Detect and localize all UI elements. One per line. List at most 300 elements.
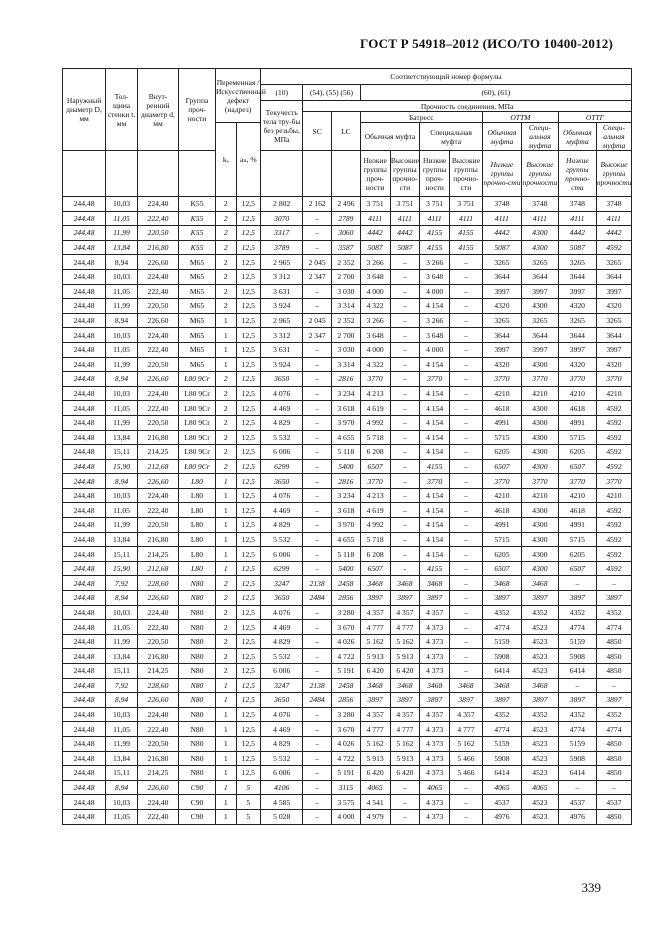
table-cell: 4 373 xyxy=(420,766,450,781)
table-cell: 3060 xyxy=(332,226,361,241)
table-cell: 3997 xyxy=(596,342,631,357)
table-cell: 4 777 xyxy=(360,722,390,737)
table-row xyxy=(63,211,632,226)
table-cell: 4523 xyxy=(521,736,558,751)
table-cell: 3468 xyxy=(390,576,420,591)
table-cell: 12,5 xyxy=(236,532,261,547)
table-cell: – xyxy=(303,211,332,226)
table-cell: 4 469 xyxy=(261,503,303,518)
table-cell: 4 154 xyxy=(420,401,450,416)
table-cell: – xyxy=(390,459,420,474)
table-cell: 1 xyxy=(215,707,236,722)
table-cell: 4 373 xyxy=(420,751,450,766)
table-cell: 2816 xyxy=(332,372,361,387)
table-cell: 214,25 xyxy=(137,547,178,562)
table-cell: 4618 xyxy=(482,503,521,518)
table-cell: 4 357 xyxy=(360,605,390,620)
table-cell: 244,48 xyxy=(63,664,106,679)
table-cell: 4 777 xyxy=(390,722,420,737)
table-row xyxy=(63,503,632,518)
table-cell: 12,5 xyxy=(236,401,261,416)
table-cell: L80 9Cr xyxy=(179,415,216,430)
table-cell: 4774 xyxy=(596,620,631,635)
table-cell: 4065 xyxy=(521,780,558,795)
table-cell: 13,84 xyxy=(106,240,138,255)
table-cell: 3265 xyxy=(521,313,558,328)
table-cell: 4210 xyxy=(521,488,558,503)
table-cell: 5087 xyxy=(390,240,420,255)
table-cell: 3468 xyxy=(420,576,450,591)
table-cell: 3997 xyxy=(521,342,558,357)
table-cell: 4976 xyxy=(558,809,596,824)
strength-table xyxy=(62,68,632,825)
table-cell: L80 9Cr xyxy=(179,430,216,445)
table-cell: 244,48 xyxy=(63,620,106,635)
table-cell: 12,5 xyxy=(236,488,261,503)
table-cell: 4210 xyxy=(596,386,631,401)
table-cell: 220,50 xyxy=(137,518,178,533)
table-cell: 220,50 xyxy=(137,357,178,372)
table-cell: 5715 xyxy=(482,430,521,445)
table-row xyxy=(63,620,632,635)
table-cell: 4523 xyxy=(521,766,558,781)
table-cell: 244,48 xyxy=(63,751,106,766)
table-row xyxy=(63,445,632,460)
table-cell: N80 xyxy=(179,707,216,722)
table-cell: 12,5 xyxy=(236,634,261,649)
table-cell: 4320 xyxy=(596,357,631,372)
table-cell: 4850 xyxy=(596,736,631,751)
col-sc: SC xyxy=(303,112,332,151)
table-row xyxy=(63,751,632,766)
table-cell: M65 xyxy=(179,313,216,328)
table-cell: – xyxy=(450,372,483,387)
table-cell: – xyxy=(303,459,332,474)
table-cell: 5400 xyxy=(332,561,361,576)
table-cell: C90 xyxy=(179,795,216,810)
table-cell: 6 006 xyxy=(261,664,303,679)
table-cell: 12,5 xyxy=(236,313,261,328)
table-cell: 3789 xyxy=(261,240,303,255)
table-cell: 244,48 xyxy=(63,576,106,591)
table-cell: 3 280 xyxy=(332,707,361,722)
table-cell: 244,48 xyxy=(63,401,106,416)
table-cell: 4300 xyxy=(521,547,558,562)
table-cell: – xyxy=(450,561,483,576)
table-cell: 3 575 xyxy=(332,795,361,810)
table-cell: 4155 xyxy=(450,240,483,255)
table-cell: 1 xyxy=(215,693,236,708)
col-ottg-regular: Обычная муфта xyxy=(558,123,596,151)
table-cell: 7,92 xyxy=(106,576,138,591)
table-cell: 11,99 xyxy=(106,357,138,372)
table-cell: 7,92 xyxy=(106,678,138,693)
table-cell: 4111 xyxy=(521,211,558,226)
table-row xyxy=(63,459,632,474)
table-cell: 2 xyxy=(215,269,236,284)
table-cell: 2 965 xyxy=(261,255,303,270)
table-cell: 3247 xyxy=(261,576,303,591)
table-cell: 4442 xyxy=(390,226,420,241)
table-cell: 4 655 xyxy=(332,532,361,547)
table-cell: 244,48 xyxy=(63,693,106,708)
table-cell: 4 000 xyxy=(332,809,361,824)
table-cell: – xyxy=(450,780,483,795)
col-formula-54: (54), (55) (56) xyxy=(303,85,361,101)
table-row xyxy=(63,372,632,387)
table-row xyxy=(63,678,632,693)
table-cell: 3247 xyxy=(261,678,303,693)
table-cell: 2 xyxy=(215,430,236,445)
table-cell: 4300 xyxy=(521,299,558,314)
table-cell: 6507 xyxy=(482,561,521,576)
table-cell: 2 xyxy=(215,576,236,591)
table-cell: – xyxy=(303,736,332,751)
table-cell: 3 312 xyxy=(261,328,303,343)
table-cell: 4 373 xyxy=(420,634,450,649)
table-cell: 15,11 xyxy=(106,664,138,679)
table-cell: – xyxy=(303,357,332,372)
table-cell: 4 469 xyxy=(261,722,303,737)
table-cell: 1 xyxy=(215,342,236,357)
table-cell: 2 xyxy=(215,415,236,430)
table-cell: 4111 xyxy=(482,211,521,226)
table-cell: 6 420 xyxy=(360,766,390,781)
table-cell: 11,05 xyxy=(106,503,138,518)
table-cell: 2 700 xyxy=(332,269,361,284)
table-cell: 4106 xyxy=(261,780,303,795)
table-cell: – xyxy=(390,780,420,795)
table-cell: 222,40 xyxy=(137,722,178,737)
table-cell: N80 xyxy=(179,766,216,781)
table-cell: 4320 xyxy=(482,299,521,314)
table-cell: 3650 xyxy=(261,591,303,606)
table-cell: 5 718 xyxy=(360,430,390,445)
table-cell: 2 700 xyxy=(332,328,361,343)
table-cell: – xyxy=(450,445,483,460)
table-cell: 1 xyxy=(215,313,236,328)
table-cell: 3 648 xyxy=(420,328,450,343)
table-cell: 4300 xyxy=(521,459,558,474)
table-cell: 244,48 xyxy=(63,415,106,430)
table-cell: 3748 xyxy=(596,197,631,212)
table-cell: 6414 xyxy=(482,664,521,679)
table-cell: 3468 xyxy=(420,678,450,693)
table-cell: 3 751 xyxy=(450,197,483,212)
table-cell: 2 xyxy=(215,240,236,255)
table-cell: 4300 xyxy=(521,503,558,518)
table-cell: 4300 xyxy=(521,445,558,460)
table-cell: – xyxy=(450,809,483,824)
table-cell: 12,5 xyxy=(236,620,261,635)
table-cell: 6414 xyxy=(558,766,596,781)
table-cell: 3 234 xyxy=(332,386,361,401)
table-cell: 4592 xyxy=(596,401,631,416)
table-cell: 5 xyxy=(236,780,261,795)
table-cell: 2 xyxy=(215,211,236,226)
table-cell: 1 xyxy=(215,809,236,824)
table-cell: 4 777 xyxy=(360,620,390,635)
table-cell: 244,48 xyxy=(63,313,106,328)
table-cell: – xyxy=(303,240,332,255)
table-cell: 244,48 xyxy=(63,795,106,810)
table-cell: 8,94 xyxy=(106,474,138,489)
table-cell: 4618 xyxy=(482,401,521,416)
col-regular-coupling: Обычная муфта xyxy=(360,123,420,151)
table-cell: 12,5 xyxy=(236,269,261,284)
table-cell: 12,5 xyxy=(236,357,261,372)
table-cell: 3897 xyxy=(521,591,558,606)
table-cell: 6 006 xyxy=(261,547,303,562)
table-cell: 13,84 xyxy=(106,532,138,547)
table-cell: 12,5 xyxy=(236,649,261,664)
table-cell: 5 913 xyxy=(390,649,420,664)
table-cell: 244,48 xyxy=(63,299,106,314)
table-cell: 5 118 xyxy=(332,547,361,562)
table-cell: 12,5 xyxy=(236,445,261,460)
table-cell: 3644 xyxy=(521,328,558,343)
table-cell: 6414 xyxy=(482,766,521,781)
table-cell: 4 357 xyxy=(390,605,420,620)
col-an: aₙ, % xyxy=(236,123,261,197)
table-cell: 4 619 xyxy=(360,401,390,416)
table-cell: 5 162 xyxy=(390,634,420,649)
table-cell: 12,5 xyxy=(236,591,261,606)
table-cell: 4 322 xyxy=(360,299,390,314)
table-cell: 244,48 xyxy=(63,357,106,372)
table-cell: 12,5 xyxy=(236,240,261,255)
table-cell: 4 154 xyxy=(420,299,450,314)
table-cell: 13,84 xyxy=(106,649,138,664)
table-cell: – xyxy=(390,503,420,518)
table-cell: 4 979 xyxy=(360,809,390,824)
table-cell: L80 xyxy=(179,503,216,518)
table-cell: 5908 xyxy=(482,751,521,766)
table-cell: 224,40 xyxy=(137,269,178,284)
table-cell: – xyxy=(450,474,483,489)
table-cell: 224,40 xyxy=(137,795,178,810)
table-cell: 8,94 xyxy=(106,372,138,387)
table-cell: 3644 xyxy=(596,269,631,284)
table-cell: 12,5 xyxy=(236,255,261,270)
table-cell: 2484 xyxy=(303,591,332,606)
table-cell: L80 xyxy=(179,488,216,503)
table-cell: 6 420 xyxy=(360,664,390,679)
table-cell: 3468 xyxy=(360,576,390,591)
table-cell: 4592 xyxy=(596,532,631,547)
table-cell: 4 154 xyxy=(420,415,450,430)
table-cell: 4523 xyxy=(521,809,558,824)
table-cell: 244,48 xyxy=(63,226,106,241)
table-cell: 11,99 xyxy=(106,736,138,751)
table-cell: 12,5 xyxy=(236,605,261,620)
table-cell: 226,60 xyxy=(137,693,178,708)
table-cell: L80 9Cr xyxy=(179,386,216,401)
table-cell: 15,11 xyxy=(106,547,138,562)
table-cell: 4 829 xyxy=(261,736,303,751)
table-cell: 4 469 xyxy=(261,401,303,416)
table-cell: 4 373 xyxy=(420,664,450,679)
table-cell: 4352 xyxy=(521,707,558,722)
table-cell: 2458 xyxy=(332,576,361,591)
table-cell: 224,40 xyxy=(137,197,178,212)
table-cell: L80 xyxy=(179,561,216,576)
table-cell: M65 xyxy=(179,357,216,372)
table-row xyxy=(63,605,632,620)
table-cell: 4065 xyxy=(360,780,390,795)
table-cell: 5 532 xyxy=(261,649,303,664)
table-cell: L80 xyxy=(179,518,216,533)
table-cell: 10,03 xyxy=(106,269,138,284)
table-cell: 4 154 xyxy=(420,445,450,460)
table-cell: 4592 xyxy=(596,561,631,576)
table-cell: 3468 xyxy=(390,678,420,693)
table-cell: – xyxy=(450,649,483,664)
table-cell: 5159 xyxy=(558,634,596,649)
table-cell: 244,48 xyxy=(63,766,106,781)
table-cell: – xyxy=(450,795,483,810)
table-cell: 4155 xyxy=(450,226,483,241)
col-formula-title: Соответствующий номер формулы xyxy=(261,69,632,85)
table-cell: 12,5 xyxy=(236,415,261,430)
table-cell: – xyxy=(303,751,332,766)
table-cell: 4065 xyxy=(482,780,521,795)
table-cell: 5 913 xyxy=(360,649,390,664)
table-cell: 1 xyxy=(215,780,236,795)
table-cell: 4210 xyxy=(558,386,596,401)
table-cell: 3070 xyxy=(261,211,303,226)
table-cell: 4 357 xyxy=(450,707,483,722)
table-cell: L80 xyxy=(179,474,216,489)
table-cell: 244,48 xyxy=(63,678,106,693)
table-cell: 3265 xyxy=(558,313,596,328)
table-cell: 1 xyxy=(215,532,236,547)
table-cell: 4320 xyxy=(482,357,521,372)
table-cell: 4 373 xyxy=(420,736,450,751)
table-cell: 1 xyxy=(215,795,236,810)
table-cell: 3770 xyxy=(521,474,558,489)
table-cell: 3997 xyxy=(558,284,596,299)
table-row xyxy=(63,693,632,708)
table-row xyxy=(63,736,632,751)
table-cell: – xyxy=(303,664,332,679)
document-header: ГОСТ Р 54918–2012 (ИСО/ТО 10400-2012) xyxy=(360,36,613,51)
table-cell: 4111 xyxy=(390,211,420,226)
table-cell: 4 829 xyxy=(261,415,303,430)
table-row xyxy=(63,780,632,795)
table-row xyxy=(63,430,632,445)
table-cell: 220,50 xyxy=(137,415,178,430)
table-cell: 11,05 xyxy=(106,342,138,357)
col-ottm-special: Специ-альная муфта xyxy=(521,123,558,151)
table-cell: 4850 xyxy=(596,809,631,824)
table-cell: 4111 xyxy=(420,211,450,226)
table-cell: 2 xyxy=(215,197,236,212)
table-cell: 4352 xyxy=(558,605,596,620)
col-buttress-regular-high: Высокие группы прочно-сти xyxy=(390,151,420,197)
table-cell: 4320 xyxy=(558,299,596,314)
table-cell: 10,03 xyxy=(106,328,138,343)
table-cell: M65 xyxy=(179,342,216,357)
table-cell: 4850 xyxy=(596,751,631,766)
table-cell: 6507 xyxy=(558,561,596,576)
table-cell: 4 154 xyxy=(420,386,450,401)
table-cell: 3 266 xyxy=(360,255,390,270)
table-cell: 2856 xyxy=(332,693,361,708)
table-cell: 228,60 xyxy=(137,678,178,693)
table-cell: 6205 xyxy=(482,445,521,460)
table-cell: 4523 xyxy=(521,649,558,664)
table-cell: – xyxy=(450,459,483,474)
table-cell: 4592 xyxy=(596,503,631,518)
table-cell: 1 xyxy=(215,722,236,737)
table-cell: 12,5 xyxy=(236,751,261,766)
table-cell: N80 xyxy=(179,605,216,620)
table-cell: - xyxy=(390,561,420,576)
table-cell: 3897 xyxy=(390,591,420,606)
table-cell: 10,03 xyxy=(106,488,138,503)
table-cell: 10,03 xyxy=(106,197,138,212)
table-cell: L80 9Cr xyxy=(179,401,216,416)
table-cell: – xyxy=(303,284,332,299)
table-row xyxy=(63,809,632,824)
table-cell: – xyxy=(450,328,483,343)
col-ottm: ОТТМ xyxy=(482,112,558,123)
table-cell: 5 xyxy=(236,809,261,824)
table-cell: 3997 xyxy=(482,342,521,357)
table-cell: 2 xyxy=(215,649,236,664)
table-row xyxy=(63,634,632,649)
table-cell: 1 xyxy=(215,736,236,751)
table-cell: – xyxy=(303,809,332,824)
table-cell: 3770 xyxy=(596,372,631,387)
table-row xyxy=(63,488,632,503)
table-row xyxy=(63,401,632,416)
table-cell: 216,80 xyxy=(137,532,178,547)
table-cell: 4 357 xyxy=(360,707,390,722)
col-formula-60: (60), (61) xyxy=(360,85,631,101)
table-cell: 3897 xyxy=(521,693,558,708)
table-cell: 3468 xyxy=(521,678,558,693)
table-cell: – xyxy=(390,269,420,284)
table-cell: 244,48 xyxy=(63,488,106,503)
table-cell: 6299 xyxy=(261,561,303,576)
table-cell: 4592 xyxy=(596,518,631,533)
table-cell: 12,5 xyxy=(236,284,261,299)
table-cell: 4 373 xyxy=(420,620,450,635)
table-cell: 4 357 xyxy=(420,707,450,722)
table-cell: 11,99 xyxy=(106,299,138,314)
table-cell: 4 154 xyxy=(420,488,450,503)
table-cell: 220,50 xyxy=(137,634,178,649)
table-cell: 12,5 xyxy=(236,547,261,562)
table-cell: 12,5 xyxy=(236,342,261,357)
table-cell: 4352 xyxy=(521,605,558,620)
table-cell: 2 496 xyxy=(332,197,361,212)
table-cell: 6507 xyxy=(558,459,596,474)
table-cell: 3644 xyxy=(558,269,596,284)
table-cell: 4991 xyxy=(558,518,596,533)
table-cell: 1 xyxy=(215,518,236,533)
table-cell: 1 xyxy=(215,547,236,562)
table-cell: 4 026 xyxy=(332,634,361,649)
table-cell: 226,60 xyxy=(137,255,178,270)
table-cell: 6 420 xyxy=(390,664,420,679)
table-cell: 4 357 xyxy=(390,707,420,722)
table-cell: 244,48 xyxy=(63,342,106,357)
table-cell: – xyxy=(596,576,631,591)
table-cell: 2 045 xyxy=(303,313,332,328)
